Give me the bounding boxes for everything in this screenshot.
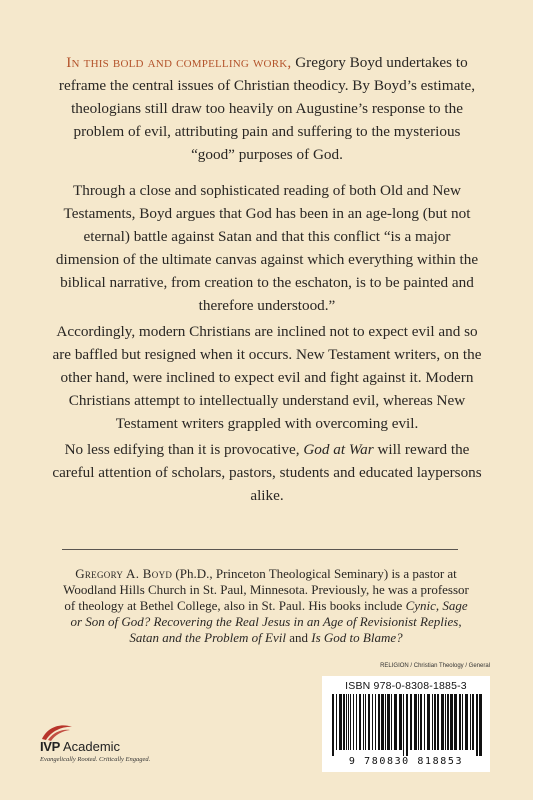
barcode-bar [424, 694, 425, 750]
barcode-bar [406, 694, 408, 756]
author-bio [60, 566, 472, 646]
blurb-paragraph-1-text: Gregory Boyd undertakes to reframe the central issues of Christian theodicy. By Boyd’s estimate, theologians still draw too heavily on Augustine’s response to the problem of evil, attributing pain and suffering to the mysterious “good” purposes of God. [58, 54, 476, 163]
publisher-logo [38, 722, 178, 782]
blurb-paragraph-4 [52, 438, 482, 507]
barcode-bar [346, 694, 347, 750]
subject-category: RELIGION / Christian Theology / General [380, 663, 490, 669]
barcode-bar [454, 694, 457, 750]
barcode-bar [427, 694, 430, 750]
barcode-bar [375, 694, 376, 750]
barcode-bar [363, 694, 364, 750]
barcode-bar [434, 694, 436, 750]
barcode-bar [420, 694, 422, 750]
barcode-bar [343, 694, 345, 750]
barcode-bar [410, 694, 412, 750]
barcode-bar [432, 694, 433, 750]
author-book-3: Is God to Blame? [311, 630, 403, 645]
publisher-name-rest: Academic [60, 739, 121, 754]
barcode-bar [387, 694, 390, 750]
barcode-bar [365, 694, 366, 750]
barcode-bar [465, 694, 468, 750]
barcode-bar [437, 694, 439, 750]
barcode-bar [445, 694, 446, 750]
barcode-bar [348, 694, 349, 750]
blurb-paragraph-4-post: will reward the careful attention of scholars, pastors, students and educated laypersons alike. [52, 441, 482, 504]
isbn-label: ISBN 978-0-8308-1885-3 [345, 680, 467, 692]
author-name: Gregory A. Boyd [75, 566, 173, 581]
blurb-paragraph-4-pre: No less edifying than it is provocative, [64, 441, 304, 458]
barcode-bar [372, 694, 373, 750]
barcode-bar [447, 694, 449, 750]
barcode-bar [414, 694, 417, 750]
barcode-panel [322, 676, 490, 772]
book-title: God at War [303, 441, 374, 458]
barcode-icon [330, 694, 482, 756]
barcode-bar [399, 694, 402, 750]
divider-rule [62, 549, 458, 550]
author-book-1: Cynic, Sage or Son of God? Recovering the Real Jesus in an Age of Revisionist Replies [70, 598, 468, 629]
barcode-bar [459, 694, 461, 750]
barcode-bar [462, 694, 463, 750]
barcode-bar [368, 694, 370, 750]
blurb-paragraph-2: Through a close and sophisticated reading of both Old and New Testaments, Boyd argues that God has been in an age-long (but not eternal) battle against Satan and that this conflict “is a major dimension of the ultimate canvas against which everything within the biblical narrative, from creation to the eschaton, is to be painted and therefore understood.” [55, 182, 479, 314]
blurb-paragraph-1 [52, 51, 482, 166]
barcode-bar [378, 694, 380, 750]
publisher-name [40, 739, 120, 754]
barcode-bar [381, 694, 384, 750]
barcode-bar [472, 694, 474, 750]
blurb-paragraph-3: Accordingly, modern Christians are inclined not to expect evil and so are baffled but resigned when it occurs. New Testament writers, on the other hand, were inclined to expect evil and fight against it. Modern Christians attempt to intellectually understand evil, whereas New Testament writers grappled with overcoming evil. [52, 323, 482, 432]
barcode-bar [353, 694, 354, 750]
barcode-bar [336, 694, 337, 750]
barcode-bar [350, 694, 351, 750]
author-book-2: Satan and the Problem of Evil [129, 630, 286, 645]
barcode-digits: 9 780830 818853 [348, 756, 464, 767]
barcode-bar [356, 694, 357, 750]
publisher-tagline: Evangelically Rooted. Critically Engaged. [40, 756, 151, 763]
barcode-bar [359, 694, 361, 750]
author-bio-text: (Ph.D., Princeton Theological Seminary) is a pastor at Woodland Hills Church in St. Paul, Minnesota. Previously, he was a professor of theology at Bethel College, also in St. Paul. His books include [63, 566, 469, 613]
blurb-lead-in: In this bold and compelling work, [66, 54, 292, 71]
barcode-bar [394, 694, 397, 750]
barcode-bar [450, 694, 453, 750]
barcode-bar [476, 694, 478, 756]
barcode-bar [470, 694, 471, 750]
barcode-bar [391, 694, 392, 750]
barcode-bar [441, 694, 444, 750]
barcode-bar [385, 694, 386, 750]
author-bio-sep-2: and [285, 630, 312, 645]
barcode-bar [332, 694, 334, 756]
author-bio-sep-1: , [458, 614, 462, 629]
barcode-bar [403, 694, 404, 756]
barcode-bar [418, 694, 419, 750]
barcode-bar [479, 694, 482, 756]
barcode-bar [339, 694, 342, 750]
publisher-name-bold: IVP [40, 739, 61, 754]
